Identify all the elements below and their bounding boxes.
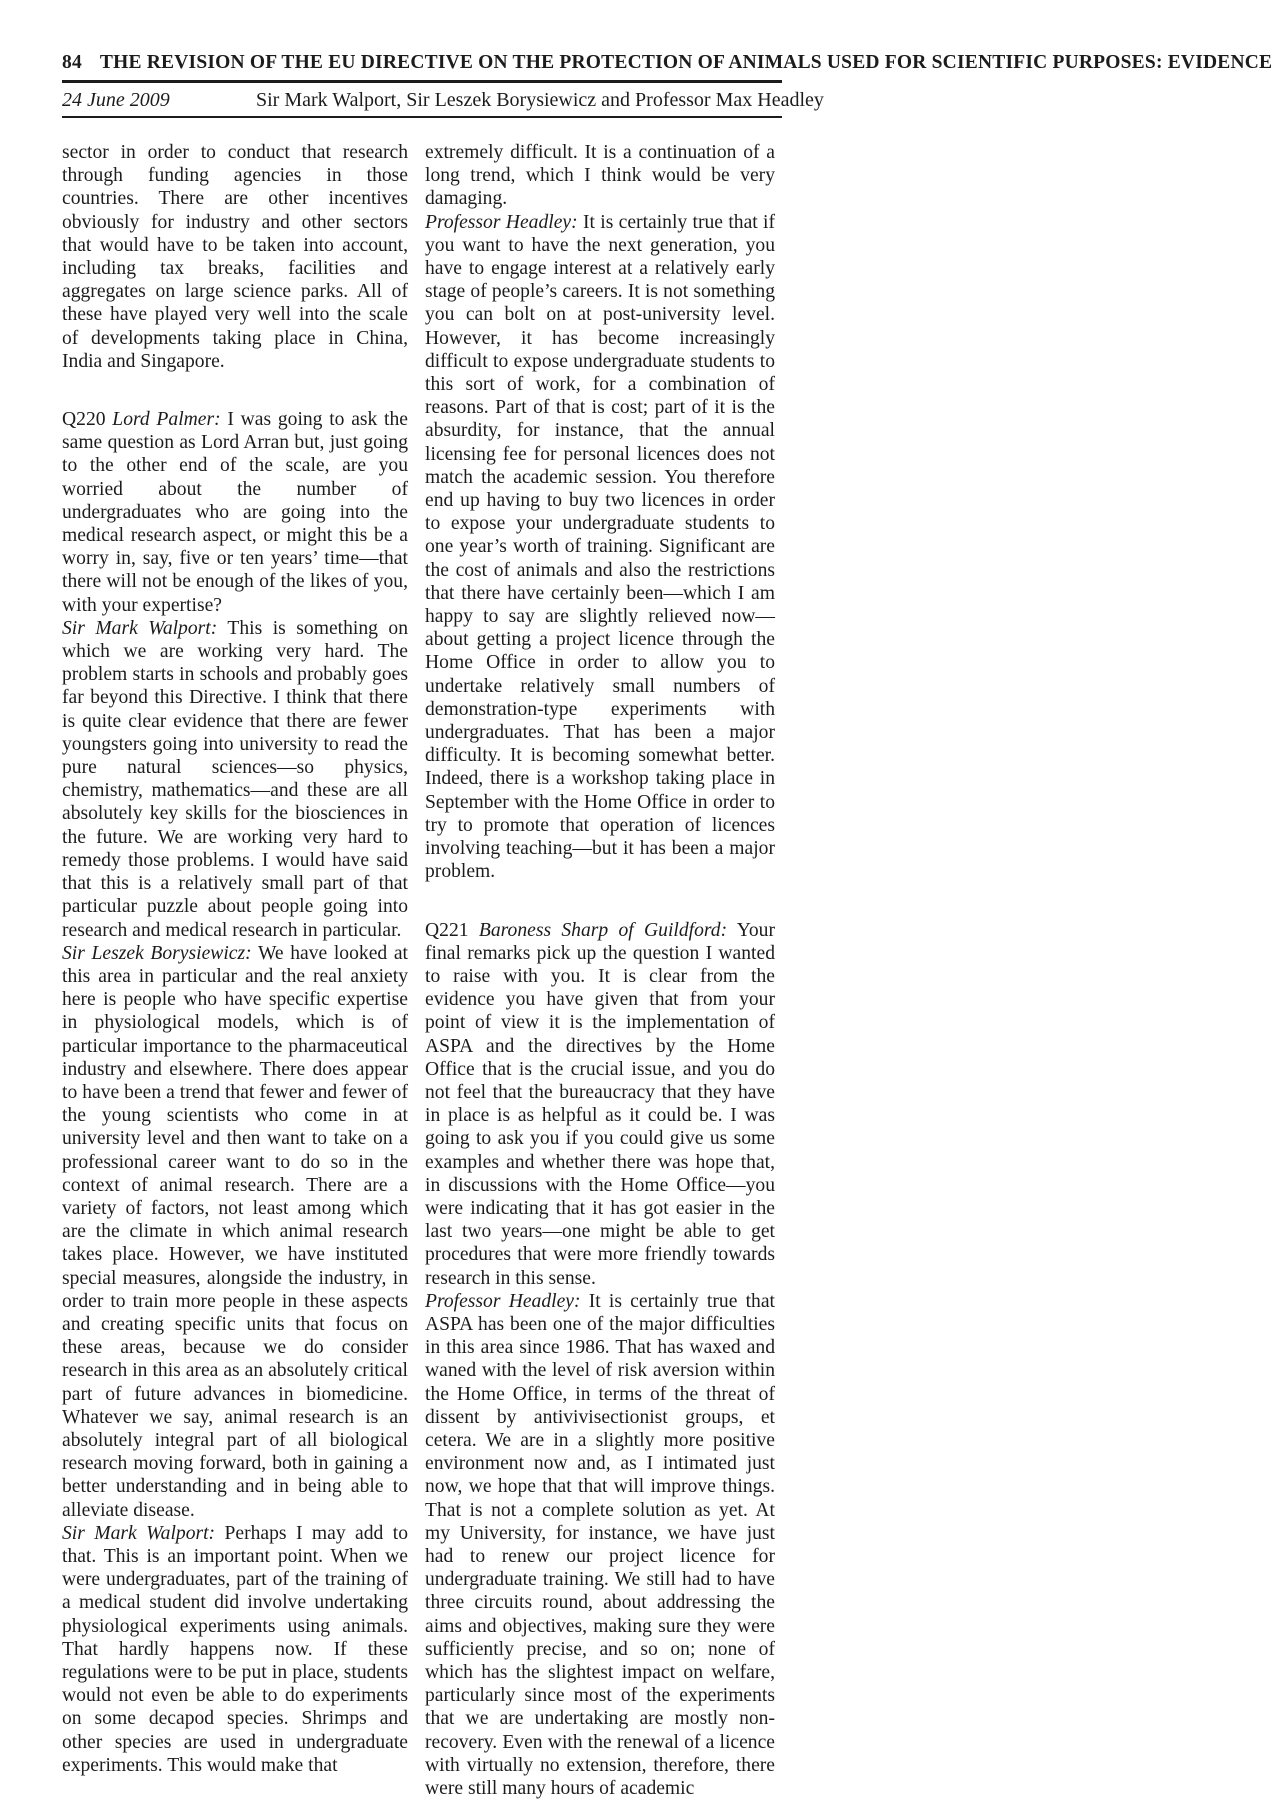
answer-headley-2 <box>425 1290 775 1800</box>
answer-text: It is certainly true that ASPA has been one of the major difficulties in this area since 1986. That has waxed and waned with the level of risk aversion within the Home Office, in terms of the threat of dissent by antivivisectionist groups, et cetera. We are in a slightly more positive environment now and, as I intimated just now, we hope that that will improve things. That is not a complete solution as yet. At my University, for instance, we have just had to renew our project licence for undergraduate training. We still had to have three circuits round, about addressing the aims and objectives, making sure they were sufficiently precise, and so on; none of which has the slightest impact on welfare, particularly since most of the experiments that we are undertaking are mostly non-recovery. Even with the renewal of a licence with virtually no extension, therefore, there were still many hours of academic <box>425 1290 775 1800</box>
speaker-name: Sir Mark Walport: <box>62 617 218 639</box>
question-number: Q220 <box>62 409 106 431</box>
question-number: Q221 <box>425 919 469 941</box>
question-q220 <box>62 408 408 617</box>
speaker-name: Sir Mark Walport: <box>62 1522 216 1544</box>
question-q221 <box>425 919 775 1290</box>
speaker-name: Professor Headley: <box>425 1290 581 1312</box>
session-date: 24 June 2009 <box>62 89 170 111</box>
answer-headley-1 <box>425 211 775 884</box>
question-text: Your final remarks pick up the question I wanted to raise with you. It is clear from the evidence you have given that from your point of view it is the implementation of ASPA and the directives by the Home Office that is the crucial issue, and you do not feel that the bureaucracy that they have in place is as helpful as it could be. I was going to ask you if you could give us some examples and whether there was hope that, in discussions with the Home Office—you were indicating that it has got easier in the last two years—one might be able to get procedures that were more friendly towards research in this sense. <box>425 919 776 1289</box>
speaker-name: Professor Headley: <box>425 211 578 233</box>
witness-names: Sir Mark Walport, Sir Leszek Borysiewicz and Professor Max Headley <box>256 89 824 111</box>
right-column <box>425 141 775 1800</box>
speaker-name: Lord Palmer: <box>112 409 221 431</box>
answer-text: We have looked at this area in particular and the real anxiety here is people who have specific expertise in physiological models, which is of particular importance to the pharmaceutical industry and elsewhere. There does appear to have been a trend that fewer and fewer of the young scientists who come in at university level and then want to take on a professional career want to do so in the context of animal research. There are a variety of factors, not least among which are the climate in which animal research takes place. However, we have instituted special measures, alongside the industry, in order to train more people in these aspects and creating specific units that focus on these areas, because we do consider research in this area as an absolutely critical part of future advances in biomedicine. Whatever we say, animal research is an absolutely integral part of all biological research moving forward, both in gaining a better understanding and in being able to alleviate disease. <box>62 942 408 1521</box>
speaker-name: Sir Leszek Borysiewicz: <box>62 942 252 964</box>
page-number: 84 <box>62 52 82 73</box>
running-title: THE REVISION OF THE EU DIRECTIVE ON THE PROTECTION OF ANIMALS USED FOR SCIENTIFIC PURPOSES: EVIDENCE <box>99 52 1272 73</box>
question-text: I was going to ask the same question as Lord Arran but, just going to the other end of the scale, are you worried about the number of undergraduates who are going into the medical research aspect, or might this be a worry in, say, five or ten years’ time—that there will not be enough of the likes of you, with your expertise? <box>62 409 408 616</box>
session-line <box>62 89 824 112</box>
header-rule-bottom <box>62 116 782 118</box>
answer-borysiewicz <box>62 942 408 1522</box>
left-column <box>62 141 408 1777</box>
answer-text: It is certainly true that if you want to have the next generation, you have to engage interest at a relatively early stage of people’s careers. It is not something you can bolt on at post-university level. However, it has become increasingly difficult to expose undergraduate students to this sort of work, for a combination of reasons. Part of that is cost; part of it is the absurdity, for instance, that the annual licensing fee for personal licences does not match the academic session. You therefore end up having to buy two licences in order to expose your undergraduate students to one year’s worth of training. Significant are the cost of animals and also the restrictions that there have certainly been—which I am happy to say are slightly relieved now—about getting a project licence through the Home Office in order to allow you to undertake relatively small numbers of demonstration-type experiments with undergraduates. That has been a major difficulty. It is becoming somewhat better. Indeed, there is a workshop taking place in September with the Home Office in order to try to promote that operation of licences involving teaching—but it has been a major problem. <box>425 211 776 883</box>
paragraph: sector in order to conduct that research through funding agencies in those countries. There are other incentives obviously for industry and other sectors that would have to be taken into account, including tax breaks, facilities and aggregates on large science parks. All of these have played very well into the scale of developments taking place in China, India and Singapore. <box>62 142 408 372</box>
answer-text: Perhaps I may add to that. This is an important point. When we were undergraduates, part of the training of a medical student did involve undertaking physiological experiments using animals. That hardly happens now. If these regulations were to be put in place, students would not even be able to do experiments on some decapod species. Shrimps and other species are used in undergraduate experiments. This would make that <box>62 1522 408 1776</box>
running-header <box>62 52 1272 74</box>
speaker-name: Baroness Sharp of Guildford: <box>478 919 728 941</box>
header-rule-top <box>62 80 782 83</box>
answer-walport-1 <box>62 617 408 942</box>
answer-text: This is something on which we are working very hard. The problem starts in schools and probably goes far beyond this Directive. I think that there is quite clear evidence that there are fewer youngsters going into university to read the pure natural sciences—so physics, chemistry, mathematics—and these are all absolutely key skills for the biosciences in the future. We are working very hard to remedy those problems. I would have said that this is a relatively small part of that particular puzzle about people going into research and medical research in particular. <box>62 617 408 941</box>
answer-walport-2 <box>62 1522 408 1777</box>
paragraph: extremely difficult. It is a continuation of a long trend, which I think would be very damaging. <box>425 142 775 210</box>
